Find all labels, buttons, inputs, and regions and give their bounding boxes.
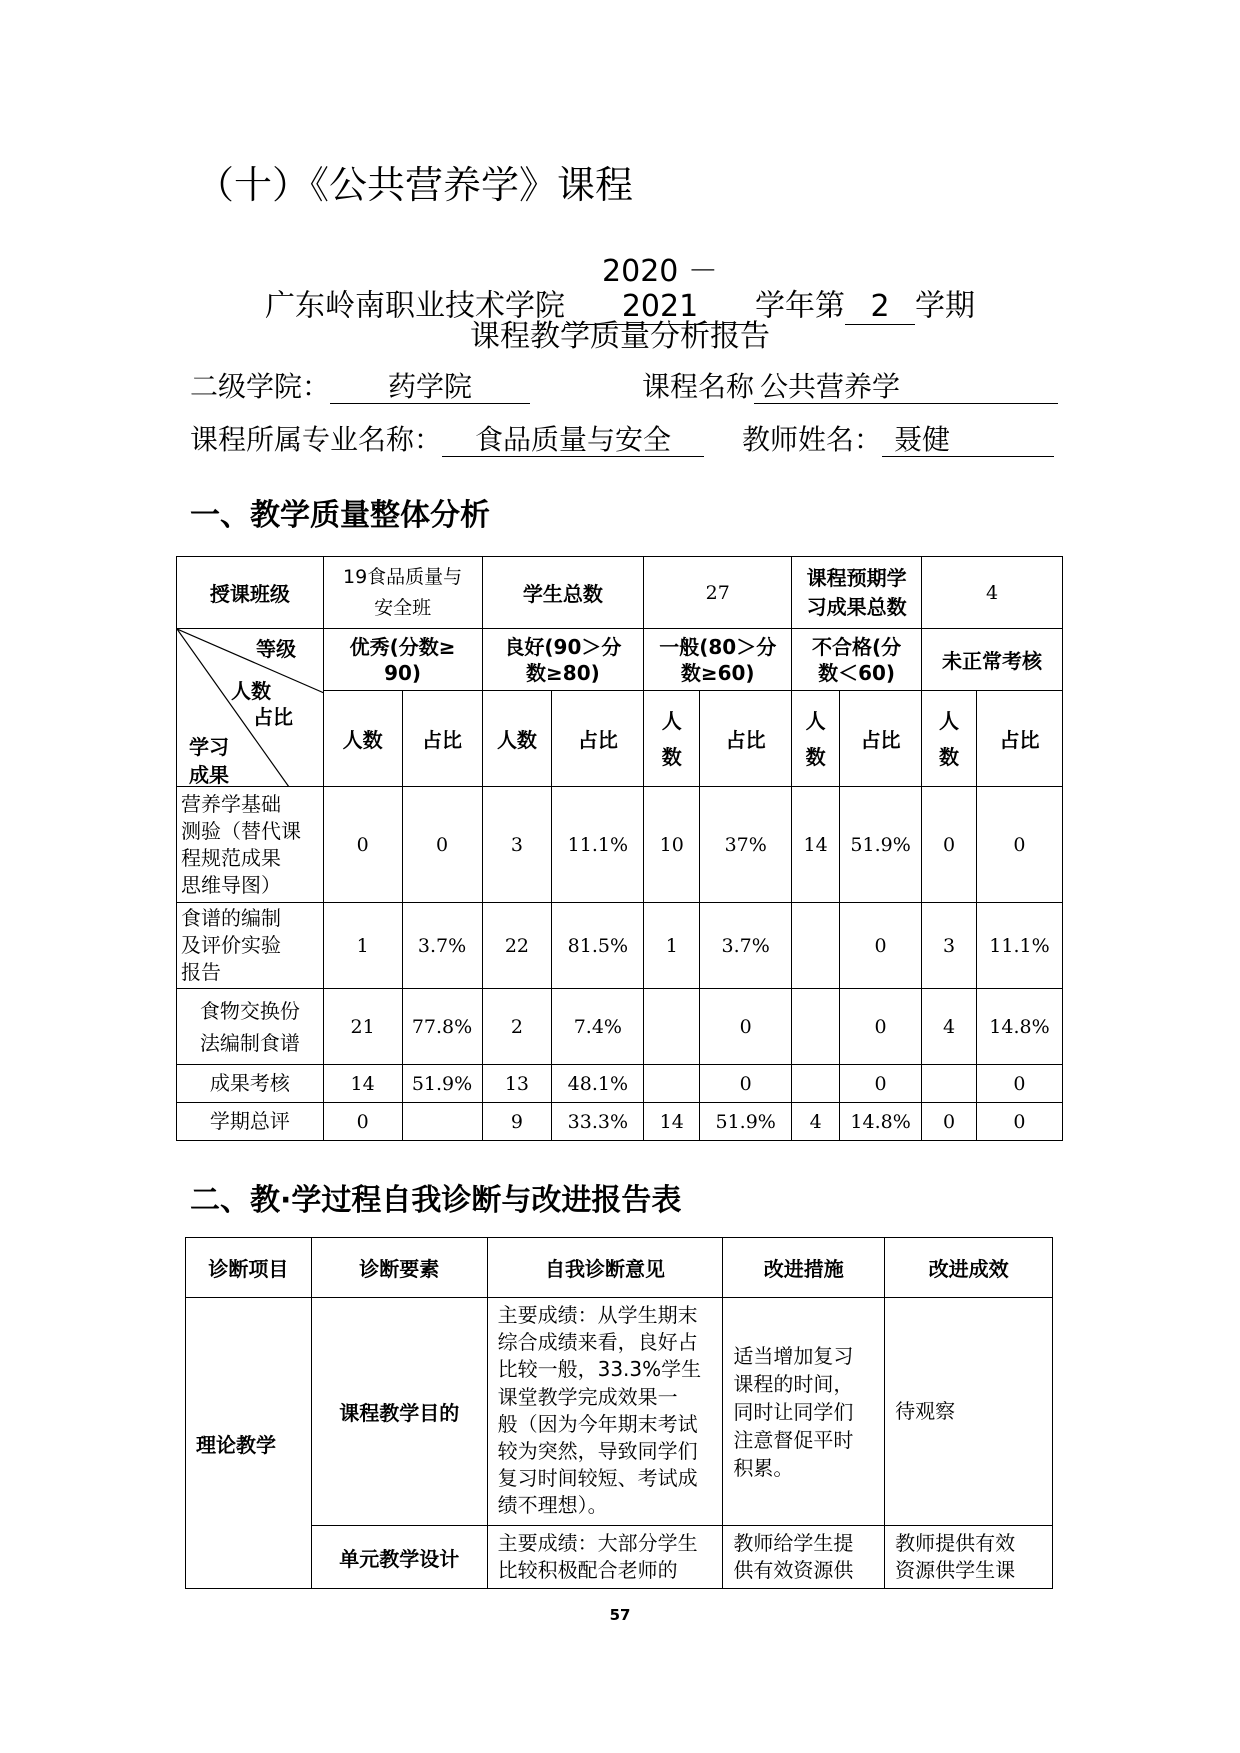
grade-absent: 未正常考核	[922, 629, 1063, 691]
table-row	[177, 989, 1063, 1065]
col-header-effect: 改进成效	[885, 1238, 1053, 1298]
table-cell: 14.8%	[840, 1103, 922, 1141]
page-number: 57	[609, 1606, 631, 1624]
opinion-line: 比较积极配合老师的	[497, 1558, 678, 1583]
table-cell: 14	[792, 787, 840, 903]
count-header-char2: 数	[661, 744, 682, 769]
table-cell: 48.1%	[552, 1065, 644, 1103]
table-cell	[922, 1065, 977, 1103]
table-cell	[402, 1103, 482, 1141]
opinion-line: 主要成绩：大部分学生	[497, 1531, 698, 1555]
grade-fail-line2: 数＜60)	[818, 660, 896, 685]
outcome-name-line: 食谱的编制	[181, 906, 281, 930]
grade-good	[482, 629, 644, 691]
count-header	[922, 691, 977, 787]
table-cell: 10	[644, 787, 700, 903]
table2-header-row	[186, 1238, 1053, 1298]
table-cell: 51.9%	[700, 1103, 792, 1141]
effect-line: 教师提供有效	[895, 1531, 1016, 1555]
table-cell: 4	[792, 1103, 840, 1141]
grade-average-line1: 一般(80＞分	[659, 634, 777, 659]
count-header-char1: 人	[805, 708, 826, 733]
course-label: 课程名称	[642, 370, 755, 403]
count-header	[792, 691, 840, 787]
college-value: 药学院	[330, 371, 530, 404]
table-cell: 22	[482, 903, 552, 989]
col-header-opinion: 自我诊断意见	[487, 1238, 723, 1298]
table-cell: 3.7%	[700, 903, 792, 989]
table-cell: 0	[323, 1103, 402, 1141]
outcome-name-line: 法编制食谱	[199, 1030, 300, 1055]
class-label: 授课班级	[177, 557, 324, 629]
count-header	[644, 691, 700, 787]
outcome-name	[177, 903, 324, 989]
table-cell: 0	[922, 1103, 977, 1141]
diag-grade-label: 等级	[256, 637, 296, 661]
opinion-line: 复习时间较短、考试成	[497, 1466, 698, 1491]
outcome-name-line: 及评价实验	[181, 933, 281, 957]
outcomes-label-line2: 习成果总数	[806, 594, 907, 619]
table-cell: 1	[644, 903, 700, 989]
table-cell: 51.9%	[402, 1065, 482, 1103]
year-label: 学年第	[755, 288, 845, 324]
table-cell: 4	[922, 989, 977, 1065]
table-cell: 0	[840, 1065, 922, 1103]
count-header-char1: 人	[661, 708, 682, 733]
table-cell: 3	[922, 903, 977, 989]
count-header-char2: 数	[805, 744, 826, 769]
table-cell: 11.1%	[552, 787, 644, 903]
table-cell: 21	[323, 989, 402, 1065]
table-cell: 81.5%	[552, 903, 644, 989]
diagonal-header-cell	[177, 629, 324, 787]
table-cell: 14	[644, 1103, 700, 1141]
table-row	[177, 1103, 1063, 1141]
measure-line: 注意督促平时	[733, 1427, 854, 1452]
table1-summary-row	[177, 557, 1063, 629]
table-cell: 11.1%	[976, 903, 1062, 989]
table-cell	[792, 1065, 840, 1103]
measure-line: 供有效资源供	[733, 1558, 854, 1583]
table-cell: 37%	[700, 787, 792, 903]
improvement-effect	[885, 1526, 1053, 1589]
outcome-name-line: 测验（替代课	[181, 818, 301, 843]
measure-line: 同时让同学们	[733, 1399, 854, 1424]
table-cell: 0	[976, 1103, 1062, 1141]
grade-good-line2: 数≥80)	[526, 660, 600, 685]
ratio-header: 占比	[840, 691, 922, 787]
table-cell: 77.8%	[402, 989, 482, 1065]
improvement-effect: 待观察	[885, 1298, 1053, 1526]
effect-line: 资源供学生课	[895, 1558, 1016, 1583]
opinion-line: 课堂教学完成效果一	[497, 1384, 678, 1409]
outcome-name-line: 营养学基础	[181, 791, 281, 816]
diag-ratio-label: 占比	[253, 705, 293, 729]
table-cell: 14	[323, 1065, 402, 1103]
ratio-header: 占比	[976, 691, 1062, 787]
students-value: 27	[644, 557, 792, 629]
table-row	[177, 1065, 1063, 1103]
table-cell: 0	[922, 787, 977, 903]
outcomes-value: 4	[922, 557, 1063, 629]
grade-excellent	[323, 629, 482, 691]
self-diagnosis-opinion	[487, 1298, 723, 1526]
opinion-line: 主要成绩：从学生期末	[497, 1303, 698, 1327]
table-cell: 0	[402, 787, 482, 903]
table-cell: 51.9%	[840, 787, 922, 903]
opinion-line: 绩不理想）。	[497, 1493, 608, 1518]
ratio-header: 占比	[700, 691, 792, 787]
count-header: 人数	[323, 691, 402, 787]
ratio-header: 占比	[402, 691, 482, 787]
table-cell: 0	[840, 903, 922, 989]
outcome-name-line: 食物交换份	[199, 998, 300, 1023]
table-cell: 0	[976, 1065, 1062, 1103]
measure-line: 适当增加复习	[733, 1343, 854, 1368]
school-name: 广东岭南职业技术学院	[265, 288, 565, 324]
ratio-header: 占比	[552, 691, 644, 787]
academic-year: 2020 －2021	[565, 255, 755, 325]
diagnosis-table	[185, 1237, 1053, 1589]
outcome-name	[177, 989, 324, 1065]
diag-learn-label-2: 成果	[189, 763, 229, 787]
teacher-label: 教师姓名：	[742, 423, 883, 456]
col-header-measure: 改进措施	[723, 1238, 885, 1298]
col-header-project: 诊断项目	[186, 1238, 312, 1298]
opinion-line: 综合成绩来看，良好占	[497, 1330, 698, 1355]
count-header: 人数	[482, 691, 552, 787]
section1-title: 一、教学质量整体分析	[190, 498, 490, 533]
table-cell	[792, 989, 840, 1065]
section-heading: （十）《公共营养学》课程	[196, 163, 634, 207]
grade-excellent-line1: 优秀(分数≥	[349, 634, 456, 659]
grade-good-line1: 良好(90＞分	[504, 634, 622, 659]
report-subtitle: 课程教学质量分析报告	[470, 319, 770, 354]
outcome-name: 成果考核	[177, 1065, 324, 1103]
diagnosis-element: 课程教学目的	[311, 1298, 487, 1526]
college-line	[190, 365, 530, 405]
grade-average	[644, 629, 792, 691]
teacher-value: 聂健	[882, 424, 1054, 457]
count-header-char1: 人	[939, 708, 959, 733]
table-cell: 0	[840, 989, 922, 1065]
outcome-name-line: 报告	[181, 960, 221, 984]
table-cell: 33.3%	[552, 1103, 644, 1141]
grade-fail-line1: 不合格(分	[812, 634, 902, 659]
opinion-line: 般（因为今年期末考试	[497, 1411, 698, 1436]
table-cell: 1	[323, 903, 402, 989]
quality-analysis-table	[176, 556, 1063, 1141]
diag-learn-label-1: 学习	[189, 735, 229, 759]
table-row	[186, 1526, 1053, 1589]
class-value	[323, 557, 482, 629]
table-cell: 2	[482, 989, 552, 1065]
count-header-char2: 数	[939, 744, 959, 769]
diag-count-label: 人数	[231, 679, 271, 703]
measure-line: 积累。	[733, 1455, 794, 1480]
outcomes-label	[792, 557, 922, 629]
table-cell: 3.7%	[402, 903, 482, 989]
table-cell: 13	[482, 1065, 552, 1103]
table-cell: 14.8%	[976, 989, 1062, 1065]
diagnosis-element: 单元教学设计	[311, 1526, 487, 1589]
self-diagnosis-opinion	[487, 1526, 723, 1589]
term-number: 2	[845, 290, 915, 326]
table-row	[177, 787, 1063, 903]
opinion-line: 比较一般，33.3%学生	[497, 1357, 702, 1382]
table-cell	[792, 903, 840, 989]
improvement-measure	[723, 1526, 885, 1589]
teacher-line	[742, 418, 1054, 458]
measure-line: 课程的时间，	[733, 1371, 854, 1396]
course-value: 公共营养学	[754, 371, 1058, 404]
class-value-line1: 19食品质量与	[343, 566, 463, 589]
section2-title: 二、教·学过程自我诊断与改进报告表	[190, 1183, 682, 1218]
diagnosis-project: 理论教学	[186, 1298, 312, 1589]
table-cell: 7.4%	[552, 989, 644, 1065]
table-cell: 0	[323, 787, 402, 903]
improvement-measure	[723, 1298, 885, 1526]
table-cell	[644, 1065, 700, 1103]
table-row	[177, 903, 1063, 989]
outcome-name: 学期总评	[177, 1103, 324, 1141]
outcome-name-line: 思维导图）	[181, 872, 281, 897]
outcome-name	[177, 787, 324, 903]
term-label: 学期	[915, 288, 975, 324]
grade-fail	[792, 629, 922, 691]
grade-excellent-line2: 90)	[384, 660, 422, 685]
major-value: 食品质量与安全	[442, 424, 704, 457]
measure-line: 教师给学生提	[733, 1531, 854, 1555]
table1-grade-row	[177, 629, 1063, 691]
class-value-line2: 安全班	[374, 596, 432, 619]
outcomes-label-line1: 课程预期学	[806, 565, 907, 590]
table-row	[186, 1298, 1053, 1526]
col-header-element: 诊断要素	[311, 1238, 487, 1298]
major-label: 课程所属专业名称：	[190, 423, 443, 456]
table-cell	[644, 989, 700, 1065]
students-label: 学生总数	[482, 557, 644, 629]
college-label: 二级学院：	[190, 370, 331, 403]
table-cell: 0	[700, 989, 792, 1065]
opinion-line: 较为突然，导致同学们	[497, 1438, 698, 1463]
table-cell: 0	[976, 787, 1062, 903]
table-cell: 9	[482, 1103, 552, 1141]
table-cell: 3	[482, 787, 552, 903]
outcome-name-line: 程规范成果	[181, 845, 281, 870]
course-line	[642, 365, 1058, 405]
major-line	[190, 418, 704, 458]
table-cell: 0	[700, 1065, 792, 1103]
grade-average-line2: 数≥60)	[680, 660, 755, 685]
